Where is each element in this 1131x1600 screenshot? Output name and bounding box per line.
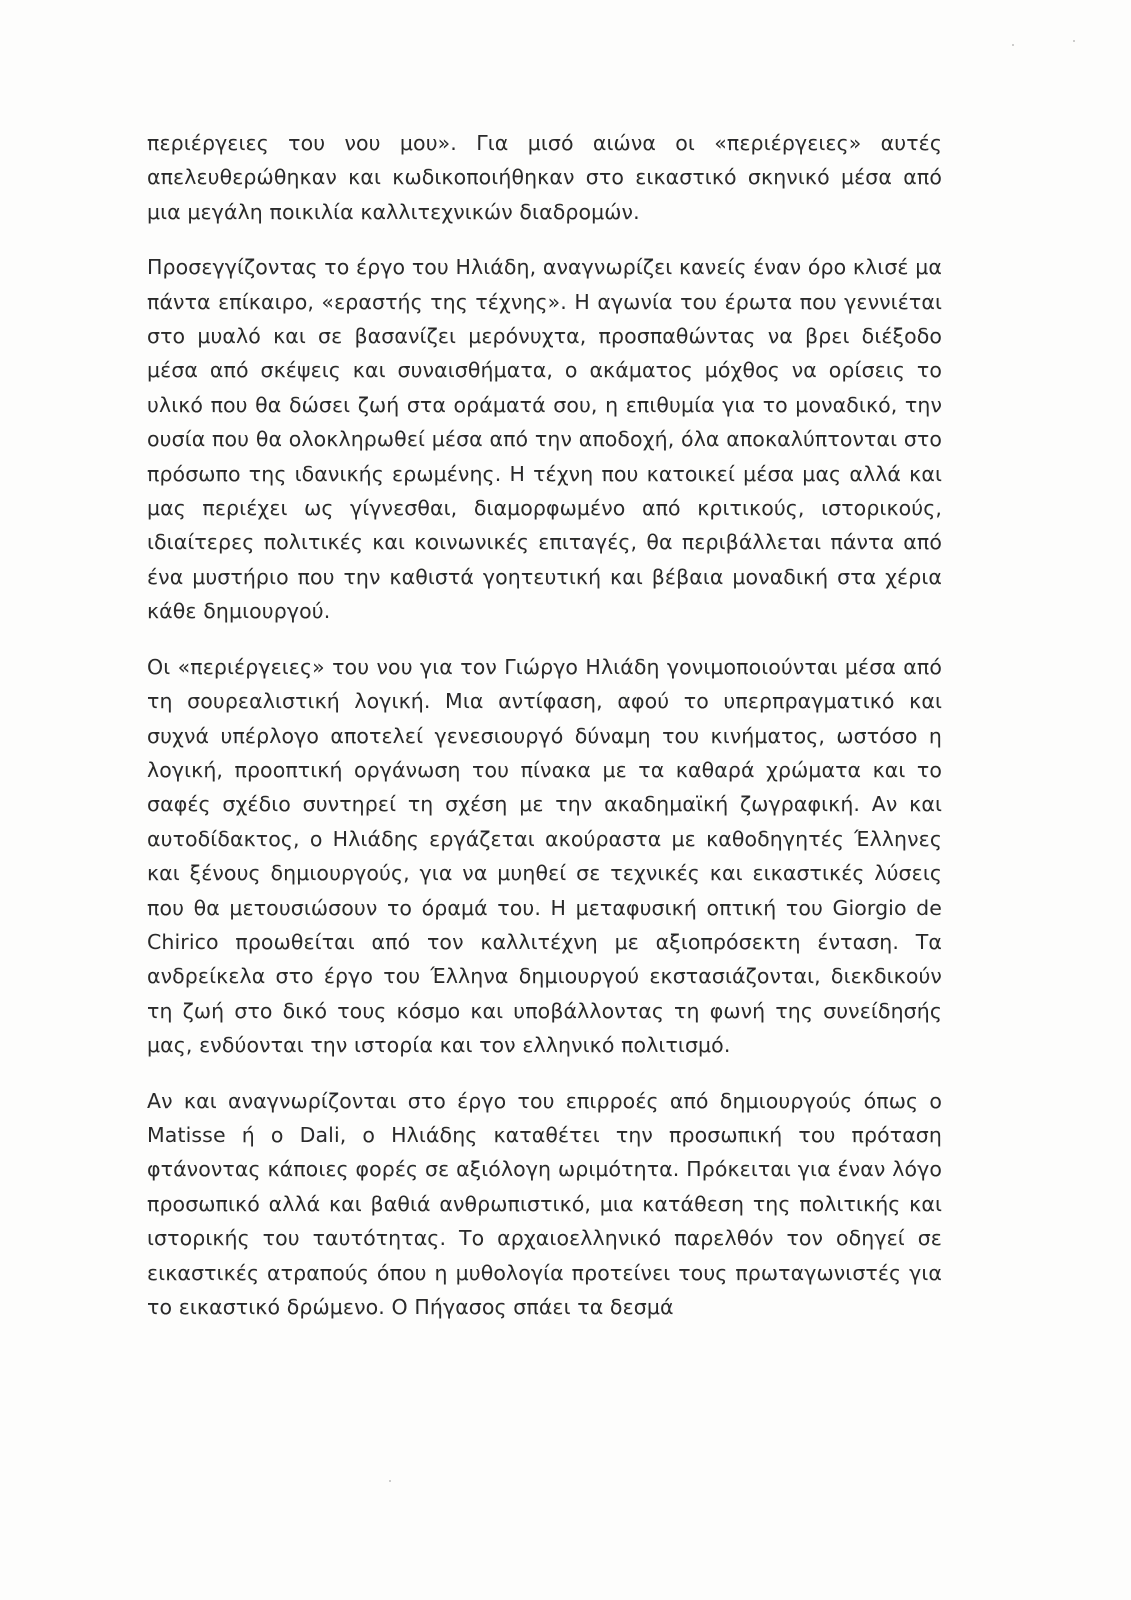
paragraph-3: Οι «περιέργειες» του νου για τον Γιώργο Ηλιάδη γονιμοποιούνται μέσα από τη σουρεαλιστική λογική. Μια αντίφαση, αφού το υπερπραγματικό και συχνά υπέρλογο αποτελεί γενεσιουργό δύναμη του κινήματος, ωστόσο η λογική, προοπτική οργάνωση του πίνακα με τα καθαρά χρώματα και το σαφές σχέδιο συντηρεί τη σχέση με την ακαδημαϊκή ζωγραφική. Αν και αυτοδίδακτος, ο Ηλιάδης εργάζεται ακούραστα με καθοδηγητές Έλληνες και ξένους δημιουργούς, για να μυηθεί σε τεχνικές και εικαστικές λύσεις που θα μετουσιώσουν το όραμά του. Η μεταφυσική οπτική του Giorgio de Chirico προωθείται από τον καλλιτέχνη με αξιοπρόσεκτη ένταση. Τα ανδρείκελα στο έργο του Έλληνα δημιουργού εκστασιάζονται, διεκδικούν τη ζωή στο δικό τους κόσμο και υποβάλλοντας τη φωνή της συνείδησής μας, ενδύονται την ιστορία και τον ελληνικό πολιτισμό.	[147, 654, 942, 1058]
body-text	[147, 126, 942, 1324]
scan-speck	[1073, 40, 1075, 42]
scan-speck	[1012, 44, 1014, 46]
scan-speck	[389, 1480, 391, 1482]
paragraph-1: περιέργειες του νου μου». Για μισό αιώνα οι «περιέργειες» αυτές απελευθερώθηκαν και κωδικοποιήθηκαν στο εικαστικό σκηνικό μέσα από μια μεγάλη ποικιλία καλλιτεχνικών διαδρομών.	[147, 131, 942, 224]
paragraph-2: Προσεγγίζοντας το έργο του Ηλιάδη, αναγνωρίζει κανείς έναν όρο κλισέ μα πάντα επίκαιρο, «εραστής της τέχνης». Η αγωνία του έρωτα που γεννιέται στο μυαλό και σε βασανίζει μερόνυχτα, προσπαθώντας να βρει διέξοδο μέσα από σκέψεις και συναισθήματα, ο ακάματος μόχθος να ορίσεις το υλικό που θα δώσει ζωή στα οράματά σου, η επιθυμία για το μοναδικό, την ουσία που θα ολοκληρωθεί μέσα από την αποδοχή, όλα αποκαλύπτονται στο πρόσωπο της ιδανικής ερωμένης. Η τέχνη που κατοικεί μέσα μας αλλά και μας περιέχει ως γίγνεσθαι, διαμορφωμένο από κριτικούς, ιστορικούς, ιδιαίτερες πολιτικές και κοινωνικές επιταγές, θα περιβάλλεται πάντα από ένα μυστήριο που την καθιστά γοητευτική και βέβαια μοναδική στα χέρια κάθε δημιουργού.	[147, 255, 942, 624]
paragraph-4: Αν και αναγνωρίζονται στο έργο του επιρροές από δημιουργούς όπως ο Matisse ή ο Dali, ο Ηλιάδης καταθέτει την προσωπική του πρόταση φτάνοντας κάποιες φορές σε αξιόλογη ωριμότητα. Πρόκειται για έναν λόγο προσωπικό αλλά και βαθιά ανθρωπιστικό, μια κατάθεση της πολιτικής και ιστορικής του ταυτότητας. Το αρχαιοελληνικό παρελθόν τον οδηγεί σε εικαστικές ατραπούς όπου η μυθολογία προτείνει τους πρωταγωνιστές για το εικαστικό δρώμενο. Ο Πήγασος σπάει τα δεσμά	[147, 1088, 942, 1319]
